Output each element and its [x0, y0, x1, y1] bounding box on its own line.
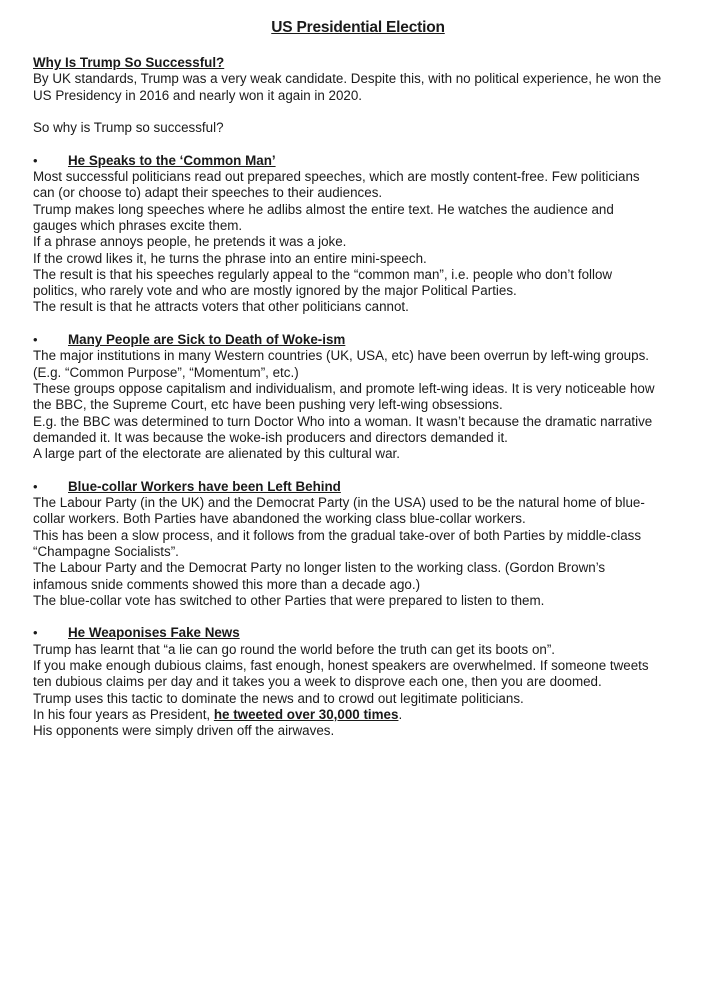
- body-line: The blue-collar vote has switched to other Parties that were prepared to listen to them.: [33, 592, 545, 608]
- bullet-icon: •: [33, 152, 38, 168]
- body-line: The Labour Party and the Democrat Party no longer listen to the working class. (Gordon Brown’s: [33, 560, 606, 576]
- tweet-count-emphasis: he tweeted over 30,000 times: [213, 706, 399, 722]
- bullet-icon: •: [33, 478, 38, 494]
- body-line: ten dubious claims per day and it takes you a week to disprove each one, then you are doomed.: [33, 674, 602, 690]
- spacer: [33, 136, 683, 152]
- body-line: can (or choose to) adapt their speeches to their audiences.: [33, 185, 383, 201]
- section-heading: Blue-collar Workers have been Left Behind: [68, 478, 341, 494]
- intro-heading: Why Is Trump So Successful?: [33, 55, 225, 70]
- body-line: demanded it. It was because the woke-ish producers and directors demanded it.: [33, 429, 508, 445]
- body-line: the BBC, the Supreme Court, etc have been pushing very left-wing obsessions.: [33, 397, 503, 413]
- bullet-icon: •: [33, 625, 38, 641]
- intro-question: So why is Trump so successful?: [33, 120, 224, 136]
- section-heading: He Weaponises Fake News: [68, 625, 240, 641]
- section-heading: He Speaks to the ‘Common Man’: [68, 152, 276, 168]
- body-line: If you make enough dubious claims, fast enough, honest speakers are overwhelmed. If someone tweets: [33, 657, 649, 673]
- body-line: Trump makes long speeches where he adlibs almost the entire text. He watches the audience and: [33, 201, 614, 217]
- bullet-icon: •: [33, 332, 38, 348]
- intro-line: US Presidency in 2016 and nearly won it again in 2020.: [33, 87, 363, 103]
- tweet-line-prefix: In his four years as President,: [33, 706, 214, 722]
- section-heading-row: [33, 625, 683, 641]
- body-line: A large part of the electorate are alienated by this cultural war.: [33, 446, 400, 462]
- section-heading-row: [33, 332, 683, 348]
- body-line: infamous snide comments showed this more than a decade ago.): [33, 576, 421, 592]
- body-line: His opponents were simply driven off the airwaves.: [33, 723, 335, 739]
- body-line: E.g. the BBC was determined to turn Doctor Who into a woman. It wasn’t because the dramatic narrative: [33, 413, 653, 429]
- tweet-line-suffix: .: [398, 706, 403, 722]
- body-line: The major institutions in many Western countries (UK, USA, etc) have been overrun by left-wing groups.: [33, 348, 649, 364]
- body-line: The result is that he attracts voters that other politicians cannot.: [33, 299, 409, 315]
- section-heading: Many People are Sick to Death of Woke-ism: [68, 332, 346, 348]
- intro-line: By UK standards, Trump was a very weak candidate. Despite this, with no political experience, he won the: [33, 71, 662, 87]
- body-line: The result is that his speeches regularly appeal to the “common man”, i.e. people who don’t follow: [33, 266, 613, 282]
- section-heading-row: [33, 479, 683, 495]
- spacer: [33, 316, 683, 332]
- body-line: Most successful politicians read out prepared speeches, which are mostly content-free. Few politicians: [33, 169, 640, 185]
- spacer: [33, 609, 683, 625]
- spacer: [33, 104, 683, 120]
- tweet-line: [33, 707, 683, 723]
- page-title: US Presidential Election: [271, 19, 445, 36]
- body-line: If a phrase annoys people, he pretends it was a joke.: [33, 234, 347, 250]
- body-line: gauges which phrases excite them.: [33, 217, 243, 233]
- body-line: (E.g. “Common Purpose”, “Momentum”, etc.): [33, 364, 299, 380]
- body-line: If the crowd likes it, he turns the phrase into an entire mini-speech.: [33, 250, 427, 266]
- spacer: [33, 462, 683, 478]
- section-heading-row: [33, 153, 683, 169]
- body-line: Trump has learnt that “a lie can go round the world before the truth can get its boots on”.: [33, 641, 556, 657]
- body-line: The Labour Party (in the UK) and the Democrat Party (in the USA) used to be the natural home of blue-: [33, 495, 645, 511]
- body-line: Trump uses this tactic to dominate the news and to crowd out legitimate politicians.: [33, 690, 524, 706]
- body-line: collar workers. Both Parties have abandoned the working class blue-collar workers.: [33, 511, 526, 527]
- body-line: These groups oppose capitalism and individualism, and promote left-wing ideas. It is very noticeable how: [33, 380, 655, 396]
- body-line: politics, who rarely vote and who are mostly ignored by the major Political Parties.: [33, 283, 517, 299]
- body-line: This has been a slow process, and it follows from the gradual take-over of both Parties by middle-class: [33, 527, 642, 543]
- body-line: “Champagne Socialists”.: [33, 543, 179, 559]
